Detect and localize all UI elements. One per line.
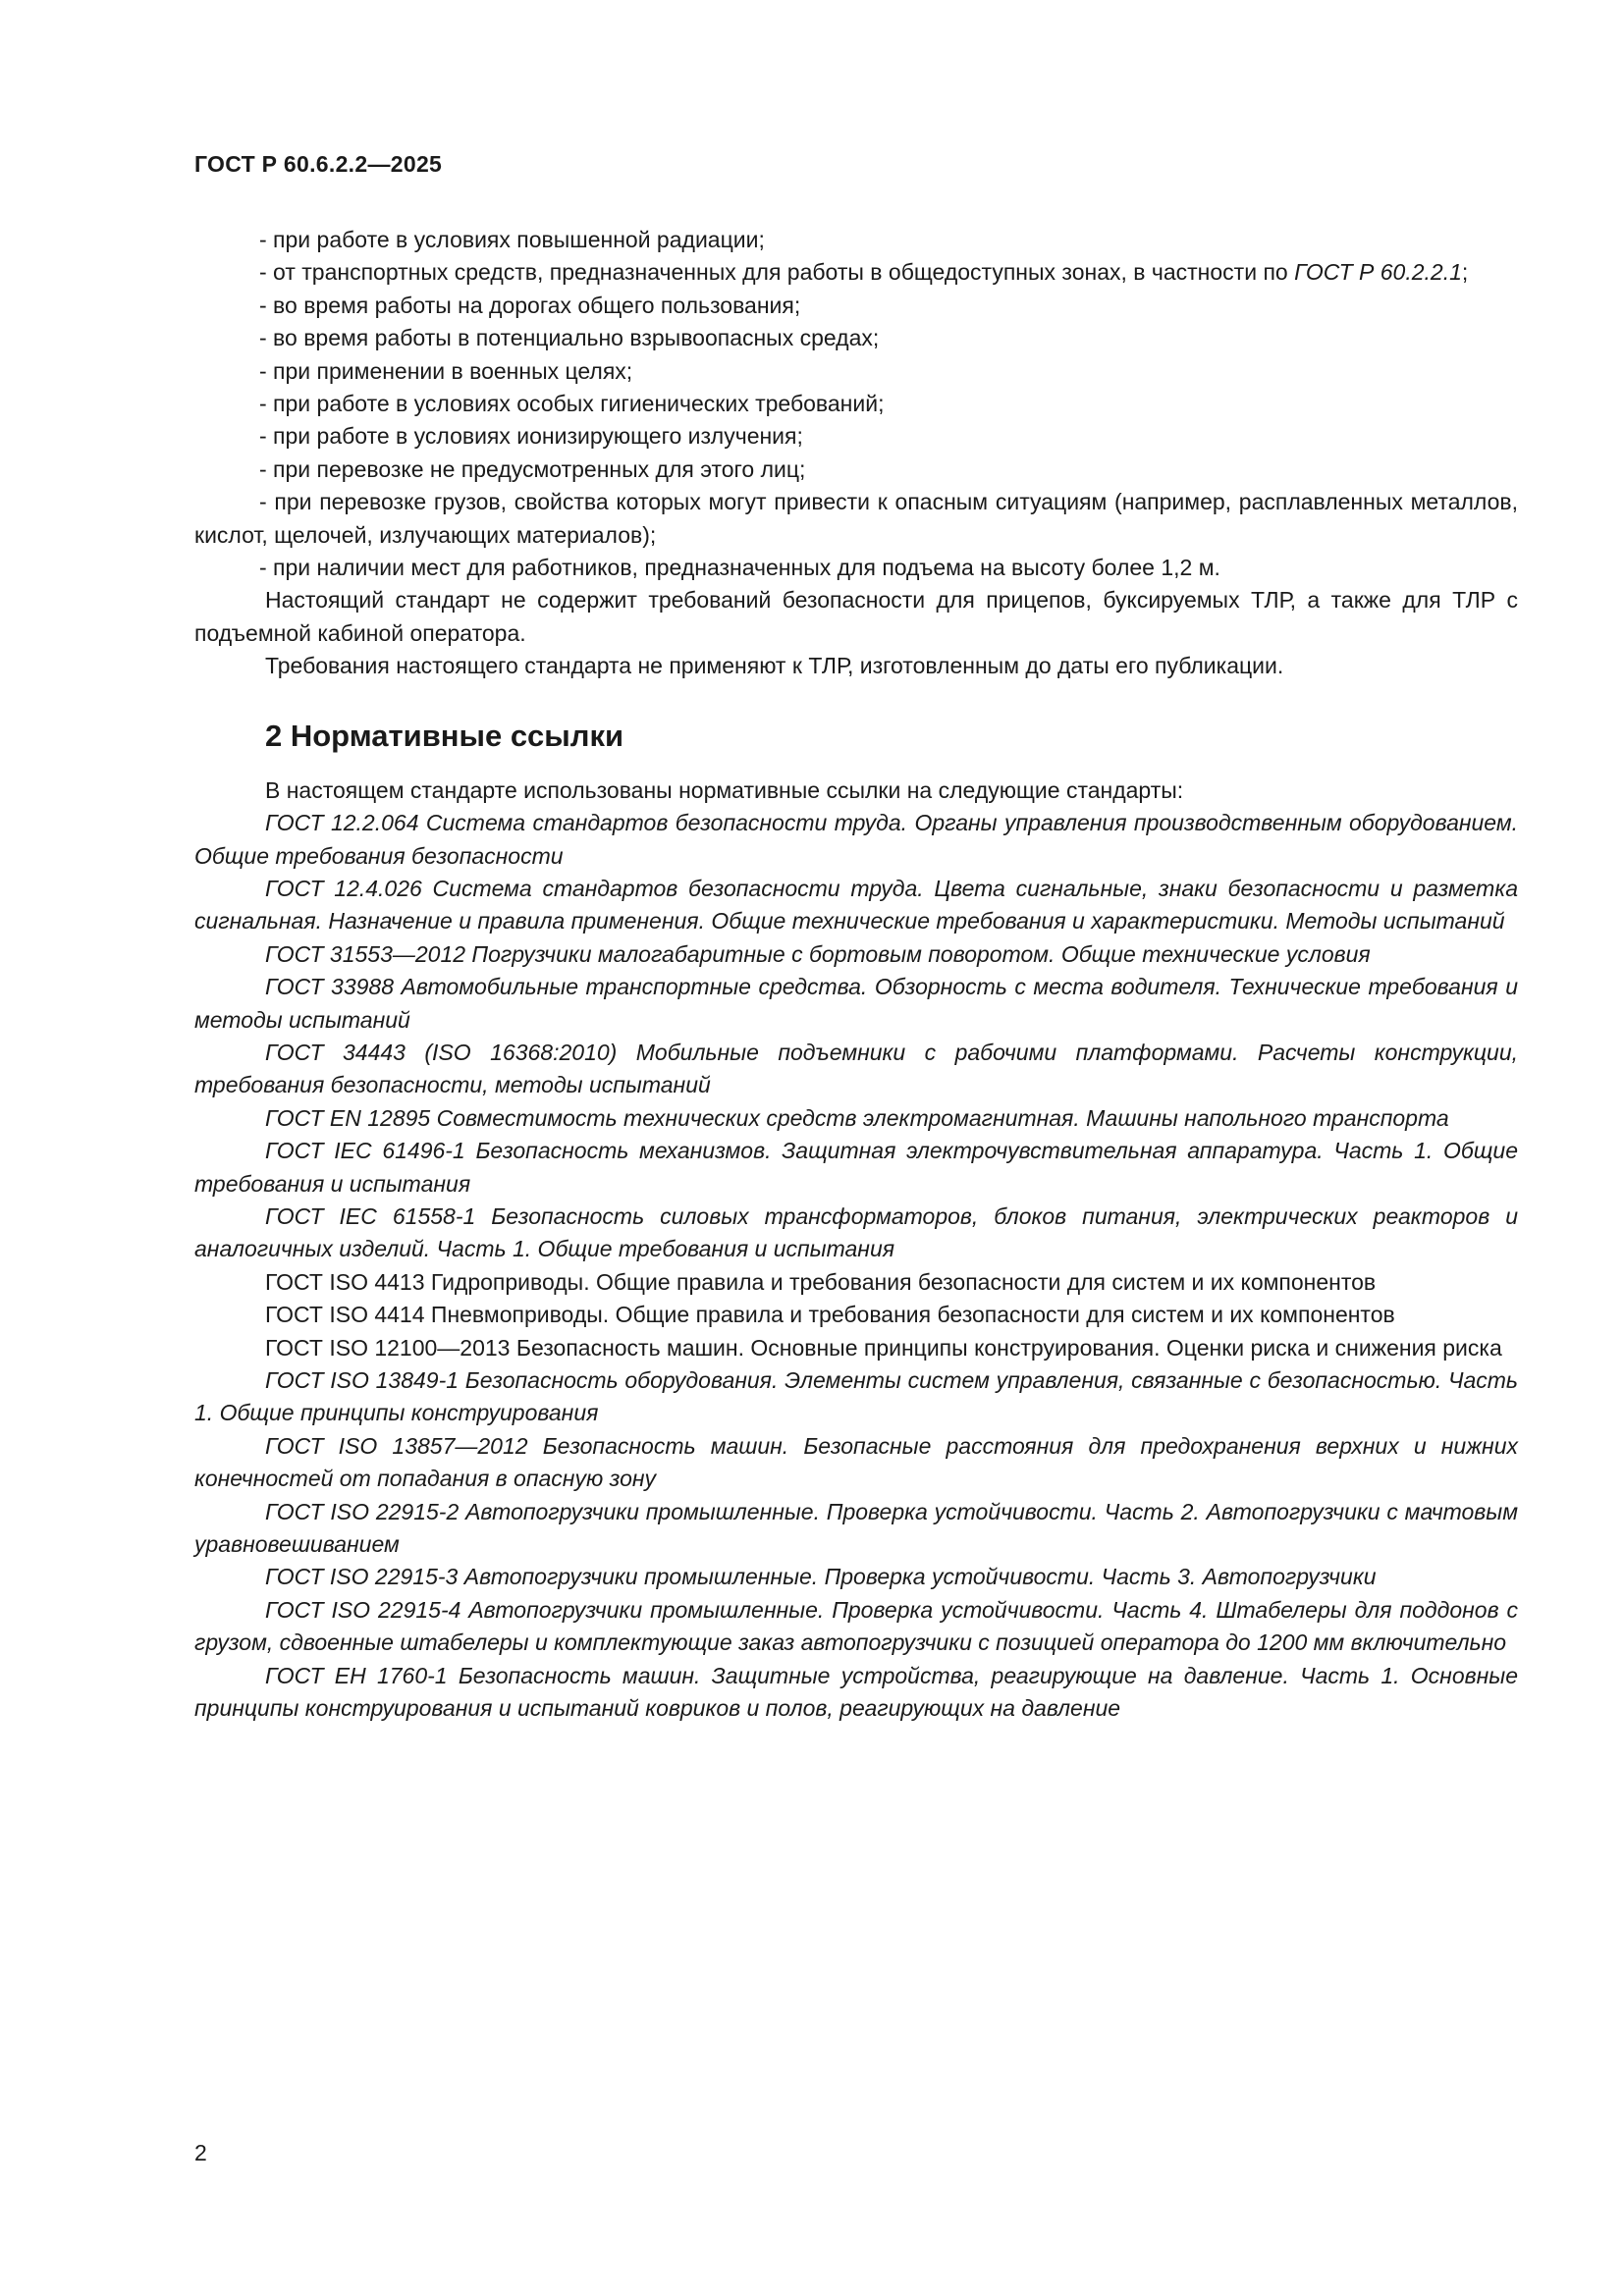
reference-item: ГОСТ IEC 61558-1 Безопасность силовых трансформаторов, блоков питания, электрических реакторов и аналогичных изделий. Часть 1. Общие требования и испытания: [194, 1202, 1518, 1262]
list-item-end: ;: [1461, 259, 1469, 286]
list-item: - при применении в военных целях;: [259, 357, 633, 384]
list-item: - при наличии мест для работников, предназначенных для подъема на высоту более 1,2 м.: [259, 555, 1220, 581]
reference-item: ГОСТ IEC 61496-1 Безопасность механизмов. Защитная электрочувствительная аппаратура. Часть 1. Общие требования и испытания: [194, 1138, 1518, 1197]
page-number: 2: [194, 2140, 207, 2165]
list-item: [194, 256, 1518, 289]
reference-item: ГОСТ 31553—2012 Погрузчики малогабаритные с бортовым поворотом. Общие технические условия: [265, 940, 1371, 967]
reference-item: ГОСТ ISO 4413 Гидроприводы. Общие правила и требования безопасности для систем и их компонентов: [265, 1268, 1377, 1295]
reference-item: ГОСТ 12.2.064 Система стандартов безопасности труда. Органы управления производственным оборудованием. Общие требования безопасности: [194, 810, 1518, 869]
reference-item: ГОСТ 33988 Автомобильные транспортные средства. Обзорность с места водителя. Технические требования и методы испытаний: [194, 974, 1518, 1033]
reference-item: ГОСТ 12.4.026 Система стандартов безопасности труда. Цвета сигнальные, знаки безопасности и разметка сигнальная. Назначение и правила применения. Общие технические требования и характеристики. Методы испытаний: [194, 875, 1518, 934]
list-item-text: - от транспортных средств, предназначенных для работы в общедоступных зонах, в частности по: [259, 259, 1295, 286]
list-item: - при работе в условиях повышенной радиации;: [259, 227, 765, 252]
reference-item: ГОСТ ISO 22915-2 Автопогрузчики промышленные. Проверка устойчивости. Часть 2. Автопогрузчики с мачтовым уравновешиванием: [194, 1498, 1518, 1558]
reference-item: ГОСТ ЕН 1760-1 Безопасность машин. Защитные устройства, реагирующие на давление. Часть 1. Основные принципы конструирования и испытаний ковриков и полов, реагирующих на давление: [194, 1662, 1518, 1722]
standard-reference-link: ГОСТ Р 60.2.2.1: [1294, 259, 1462, 286]
paragraph: Настоящий стандарт не содержит требований безопасности для прицепов, буксируемых ТЛР, а также для ТЛР с подъемной кабиной оператора.: [194, 587, 1518, 646]
reference-item: ГОСТ ISO 22915-3 Автопогрузчики промышленные. Проверка устойчивости. Часть 3. Автопогрузчики: [265, 1564, 1377, 1590]
reference-item: ГОСТ 34443 (ISO 16368:2010) Мобильные подъемники с рабочими платформами. Расчеты конструкции, требования безопасности, методы испытаний: [194, 1039, 1518, 1098]
list-item: - при перевозке не предусмотренных для этого лиц;: [259, 455, 806, 482]
list-item: - при работе в условиях ионизирующего излучения;: [259, 423, 803, 450]
document-header: ГОСТ Р 60.6.2.2—2025: [194, 151, 443, 177]
reference-item: ГОСТ ISO 22915-4 Автопогрузчики промышленные. Проверка устойчивости. Часть 4. Штабелеры для поддонов с грузом, сдвоенные штабелеры и комплектующие заказ автопогрузчики с позицией оператора до 1200 мм включительно: [194, 1596, 1518, 1656]
list-item: - при работе в условиях особых гигиенических требований;: [259, 391, 885, 417]
reference-item: ГОСТ EN 12895 Совместимость технических средств электромагнитная. Машины напольного транспорта: [265, 1104, 1449, 1131]
list-item: - во время работы на дорогах общего пользования;: [259, 292, 801, 318]
section-intro: В настоящем стандарте использованы нормативные ссылки на следующие стандарты:: [265, 776, 1184, 803]
list-item: - во время работы в потенциально взрывоопасных средах;: [259, 325, 880, 351]
reference-item: ГОСТ ISO 12100—2013 Безопасность машин. Основные принципы конструирования. Оценки риска и снижения риска: [265, 1334, 1502, 1361]
reference-item: ГОСТ ISO 13857—2012 Безопасность машин. Безопасные расстояния для предохранения верхних и нижних конечностей от попадания в опасную зону: [194, 1432, 1518, 1492]
reference-item: ГОСТ ISO 13849-1 Безопасность оборудования. Элементы систем управления, связанные с безопасностью. Часть 1. Общие принципы конструирования: [194, 1367, 1518, 1426]
document-body: [194, 224, 1518, 1725]
section-title: 2 Нормативные ссылки: [265, 718, 624, 753]
paragraph: Требования настоящего стандарта не применяют к ТЛР, изготовленным до даты его публикации.: [265, 653, 1284, 679]
list-item: - при перевозке грузов, свойства которых могут привести к опасным ситуациям (например, расплавленных металлов, кислот, щелочей, излучающих материалов);: [194, 489, 1518, 548]
reference-item: ГОСТ ISO 4414 Пневмоприводы. Общие правила и требования безопасности для систем и их компонентов: [265, 1302, 1395, 1328]
